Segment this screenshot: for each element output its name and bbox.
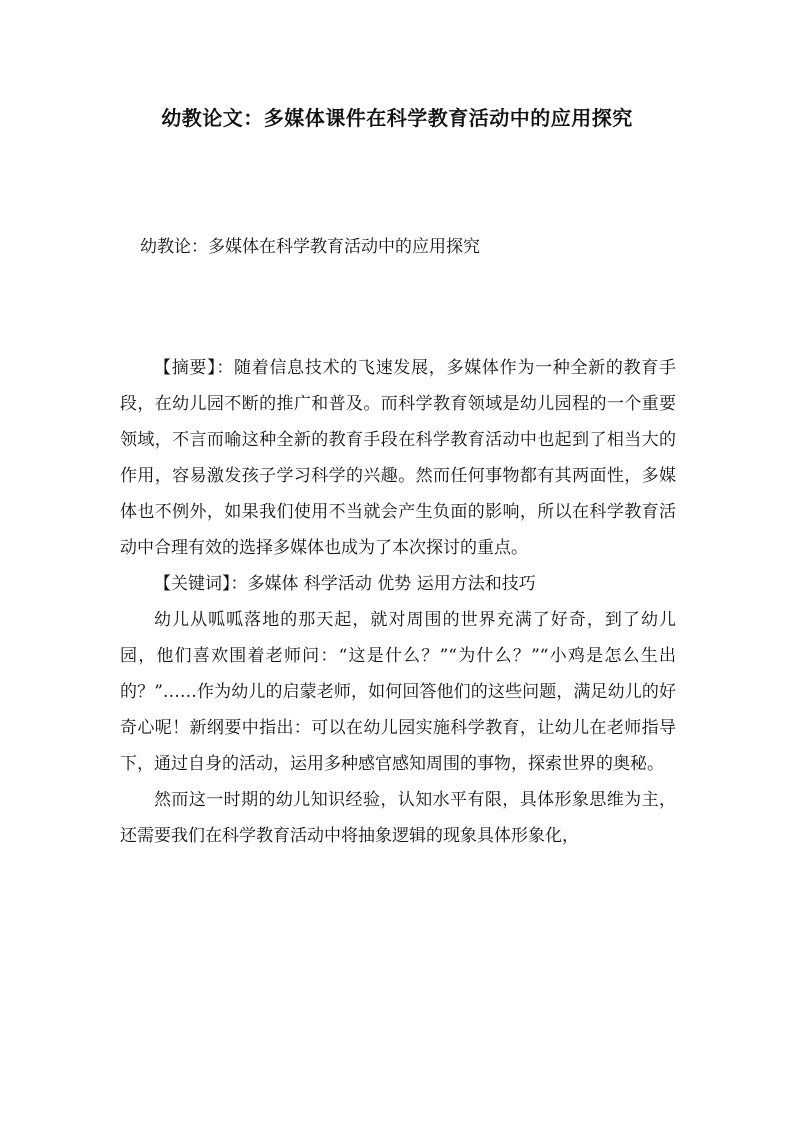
body-paragraph: 然而这一时期的幼儿知识经验，认知水平有限，具体形象思维为主，还需要我们在科学教育活动中将抽象逻辑的现象具体形象化， xyxy=(120,790,676,846)
document-title: 幼教论文：多媒体课件在科学教育活动中的应用探究 xyxy=(161,106,633,130)
keywords-paragraph: 【关键词】：多媒体 科学活动 优势 运用方法和技巧 xyxy=(154,574,536,594)
document-body xyxy=(120,350,676,854)
abstract-paragraph: 【摘要】：随着信息技术的飞速发展，多媒体作为一种全新的教育手段，在幼儿园不断的推广和普及。而科学教育领域是幼儿园程的一个重要领域，不言而喻这种全新的教育手段在科学教育活动中也起到了相当大的作用，容易激发孩子学习科学的兴趣。然而任何事物都有其两面性，多媒体也不例外，如果我们使用不当就会产生负面的影响，所以在科学教育活动中合理有效的选择多媒体也成为了本次探讨的重点。 xyxy=(120,358,676,558)
body-paragraph: 幼儿从呱呱落地的那天起，就对周围的世界充满了好奇，到了幼儿园，他们喜欢围着老师问：“这是什么？”“为什么？”“小鸡是怎么生出的？”……作为幼儿的启蒙老师，如何回答他们的这些问题，满足幼儿的好奇心呢！新纲要中指出：可以在幼儿园实施科学教育，让幼儿在老师指导下，通过自身的活动，运用多种感官感知周围的事物，探索世界的奥秘。 xyxy=(120,610,676,774)
document-subtitle: 幼教论：多媒体在科学教育活动中的应用探究 xyxy=(140,237,480,257)
